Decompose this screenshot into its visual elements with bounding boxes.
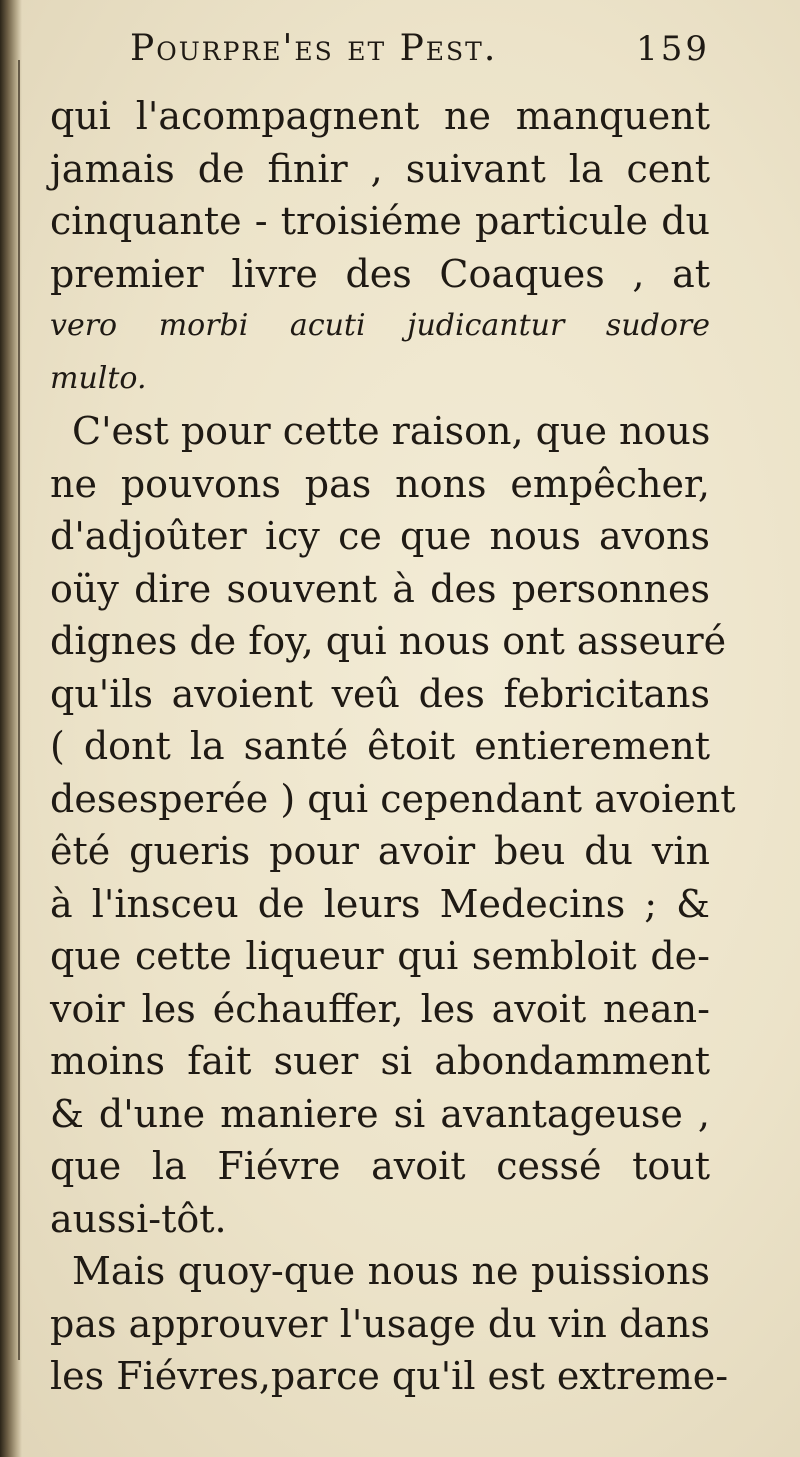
running-head [50, 28, 710, 90]
text-line: Mais quoy-que nous ne puissions [72, 1249, 710, 1293]
page-edge-line [18, 60, 20, 1360]
text-line: dignes de foy, qui nous ont asseuré [50, 619, 727, 663]
text-line: les Fiévres,parce qu'il est extreme- [50, 1354, 729, 1398]
text-line: ne pouvons pas nons empêcher, [50, 461, 710, 506]
text-line: oüy dire souvent à des personnes [50, 566, 710, 611]
text-line: d'adjoûter icy ce que nous avons [50, 514, 710, 558]
text-line: jamais de finir , suivant la cent [50, 146, 710, 191]
text-line: C'est pour cette raison, que nous [72, 409, 711, 453]
text-line: êté gueris pour avoir beu du vin [50, 829, 710, 873]
text-line: pas approuver l'usage du vin dans [50, 1301, 710, 1346]
text-line: premier livre des Coaques , at [50, 251, 710, 296]
text-line: à l'insceu de leurs Medecins ; & [50, 881, 710, 926]
text-line: moins fait suer si abondamment [50, 1039, 710, 1083]
text-line: que cette liqueur qui sembloit de- [50, 934, 710, 978]
page-number: 159 [636, 29, 710, 69]
text-line: voir les échauffer, les avoit nean- [50, 986, 710, 1031]
page-text [50, 28, 736, 1403]
text-line: desesperée ) qui cependant avoient [50, 776, 736, 821]
text-line: qu'ils avoient veû des febricitans [50, 671, 710, 716]
text-line: cinquante - troisiéme particule du [50, 199, 710, 243]
text-line-latin: vero morbi acuti judicantur sudore [50, 308, 710, 343]
paragraph-2 [50, 405, 736, 1245]
running-title: Pourpre'es et Pest. [130, 28, 498, 69]
text-line: que la Fiévre avoit cessé tout [50, 1144, 710, 1188]
text-line: ( dont la santé êtoit entierement [50, 724, 710, 768]
text-line: aussi-tôt. [50, 1196, 227, 1241]
paragraph-1 [50, 90, 710, 405]
text-line: & d'une maniere si avantageuse , [50, 1091, 710, 1136]
paragraph-3 [50, 1245, 729, 1403]
text-line-latin: multo. [50, 360, 147, 396]
text-line: qui l'acompagnent ne manquent [50, 94, 710, 138]
